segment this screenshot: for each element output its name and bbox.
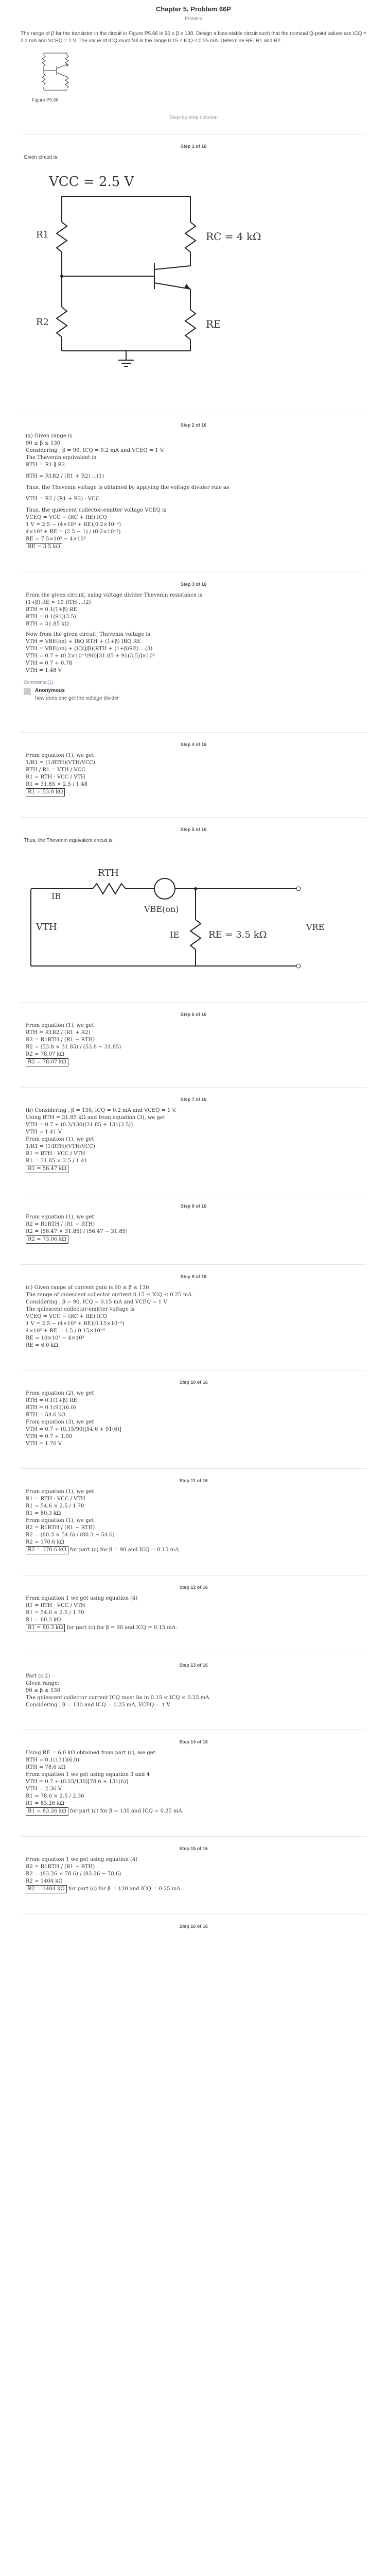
comments-toggle[interactable]: Comments (1)	[24, 680, 54, 685]
eq-line: RE = 7.5×10³ − 4×10³	[26, 536, 86, 542]
eq-line: 90 ≤ β ≤ 130	[26, 1688, 61, 1693]
eq-line: Thus, the Thevenin voltage is obtained by applying the voltage divider rule as	[26, 485, 230, 490]
eq-line: RTH / R1 = VTH / VCC	[26, 767, 85, 773]
result-note: for part (c) for β = 90 and ICQ = 0.15 mA.	[66, 1625, 178, 1631]
comment-text: how does one get the voltage divider	[35, 696, 119, 701]
eq-line: From equation (1), we get	[26, 1518, 94, 1523]
step-text: Given circuit is:	[24, 155, 59, 160]
eq-line: 1/R1 = (1/RTH)(VTH/VCC)	[26, 760, 95, 766]
boxed-result: R1 = 56.47 kΩ	[26, 1165, 68, 1173]
vth-label: VTH	[36, 922, 57, 933]
eq-line: VTH = 0.7 + (0.15/90)[54.6 + 91(6)]	[26, 1427, 121, 1432]
step-11	[21, 1468, 366, 1554]
step-content	[24, 1284, 366, 1349]
step-label: Step 13 of 16	[179, 1663, 208, 1668]
eq-line: The quiescent collector current ICQ must lie in 0.15 ≤ ICQ ≤ 0.25 mA.	[26, 1695, 211, 1701]
eq-line: 1/R1 = (1/RTH)(VTH/VCC)	[26, 1144, 95, 1149]
step-content	[24, 592, 366, 674]
eq-line: The Thevenin equivalent is	[26, 455, 96, 461]
eq-line: VCEQ = VCC − (RC + RE) ICQ	[26, 515, 107, 520]
eq-line: From equation (1), we get	[26, 1214, 94, 1220]
eq-line: R2 = R1RTH / (R1 − RTH)	[26, 1864, 95, 1870]
step-7	[21, 1087, 366, 1173]
eq-line: R1 = 31.85 × 2.5 / 1.41	[26, 1158, 87, 1164]
problem-figure	[36, 49, 77, 95]
vcc-label: VCC = 2.5 V	[49, 174, 134, 190]
eq-line: From equation (1), we get	[26, 753, 94, 758]
eq-line: From equation (1), we get	[26, 1489, 94, 1495]
eq-line: R2 = 78.07 kΩ	[26, 1052, 64, 1057]
re-value-label: RE = 3.5 kΩ	[208, 929, 267, 940]
eq-line: Considering , β = 130 and ICQ = 0.25 mA, VCEQ = 1 V.	[26, 1702, 171, 1708]
step-15	[21, 1836, 366, 1893]
re-label: RE	[206, 318, 221, 330]
eq-line: From equation (1), we get	[26, 1023, 94, 1028]
eq-line: 1 V = 2.5 − (4×10³ + RE)(0.2×10⁻³)	[26, 522, 121, 528]
step-label: Step 10 of 16	[179, 1380, 208, 1385]
eq-line: 4×10³ + RE = 1.5 / 0.15×10⁻³	[26, 1328, 105, 1334]
eq-line: (1+β) RE ≈ 10 RTH ...(2)	[26, 600, 91, 605]
eq-line: From the given circuit, using voltage divider Thevenin resistance is	[26, 592, 203, 598]
eq-line	[26, 1546, 366, 1554]
step-4	[21, 732, 366, 796]
eq-line: Thus, the quiescent collector-emitter voltage VCEQ is	[26, 507, 167, 513]
step-label: Step 7 of 16	[180, 1097, 207, 1102]
eq-line	[26, 543, 366, 551]
eq-line: VTH = 1.70 V	[26, 1441, 62, 1447]
step-label: Step 4 of 16	[180, 742, 207, 747]
eq-line: VTH = 0.7 + (0.2×10⁻³/90)[31.85 + 91(3.5)]×10³	[26, 653, 155, 659]
eq-line: RTH = R1 ∥ R2	[26, 462, 65, 468]
circuit-diagram	[21, 165, 309, 371]
eq-line: From equation (1), we get	[26, 1137, 94, 1142]
eq-line: 90 ≤ β ≤ 130	[26, 440, 61, 446]
eq-line: From equation 1 we get using equation 3 and 4	[26, 1772, 150, 1777]
step-9	[21, 1264, 366, 1349]
eq-line: From equation (2), we get	[26, 1391, 94, 1396]
eq-line: (b) Considering , β = 130, ICQ = 0.2 mA and VCEQ = 1 V.	[26, 1108, 177, 1113]
eq-line: Using RTH = 31.85 kΩ and from equation (3), we get	[26, 1115, 165, 1121]
step-content	[24, 1214, 366, 1244]
step-label: Step 14 of 16	[179, 1739, 208, 1744]
eq-line: R1 = 83.26 kΩ	[26, 1801, 64, 1806]
step-12	[21, 1575, 366, 1632]
boxed-result: R2 = 73.06 kΩ	[26, 1235, 68, 1244]
eq-line: RTH = 78.6 kΩ	[26, 1765, 66, 1770]
boxed-result: R1 = 80.3 kΩ	[26, 1624, 65, 1632]
eq-line: R1 = 78.6 × 2.5 / 2.36	[26, 1793, 84, 1799]
eq-line: R1 = 54.6 × 2.5 / 1.70	[26, 1503, 84, 1509]
eq-line: VTH = 0.7 + 0.78	[26, 660, 73, 666]
eq-line: RE = 10×10³ − 4×10³	[26, 1335, 84, 1341]
eq-line	[26, 1165, 366, 1173]
eq-line: R2 = (80.3 × 54.6) / (80.3 − 54.6)	[26, 1532, 115, 1538]
problem-text: The range of β for the transistor in the circuit in Figure P5.66 is 90 ≤ β ≤ 130. Design a bias-stable circuit such that the nominal Q-point values are ICQ = 0.2 mA and VCEQ = 1 V. The value of ICQ must fall in the range 0.15 ≤ ICQ ≤ 0.25 mA. Determine RE, R1 and R2.	[21, 31, 366, 44]
eq-line: The quiescent collector-emitter voltage is	[26, 1307, 135, 1312]
step-content	[24, 1107, 366, 1173]
eq-line: VTH = 2.36 V	[26, 1786, 62, 1792]
problem-statement	[21, 30, 366, 104]
eq-line: RTH = 54.6 kΩ	[26, 1412, 66, 1418]
eq-line: R2 = 1404 kΩ	[26, 1878, 63, 1884]
eq-line	[26, 788, 366, 796]
step-label: Step 16 of 16	[179, 1924, 208, 1929]
eq-line: R1 = 31.85 × 2.5 / 1.48	[26, 782, 87, 787]
figure-caption: Figure P5.66	[32, 97, 59, 103]
boxed-result: R2 = 78.07 kΩ	[26, 1058, 68, 1066]
eq-line	[26, 1624, 366, 1632]
boxed-result: R2 = 1404 kΩ	[26, 1885, 67, 1893]
ib-label: IB	[51, 891, 61, 901]
step-label: Step 1 of 16	[180, 144, 207, 149]
eq-line: R1 = RTH · VCC / VTH	[26, 1603, 85, 1608]
eq-line: (a) Given range is	[26, 433, 73, 439]
eq-line: R1 = 80.3 kΩ	[26, 1511, 61, 1516]
step-label: Step 11 of 16	[179, 1478, 208, 1483]
eq-line: R1 = 54.6 × 2.5 / 1.70	[26, 1610, 84, 1616]
eq-line	[26, 1885, 366, 1893]
rth-label: RTH	[98, 868, 119, 878]
step-content	[24, 1390, 366, 1448]
comment-author: Anonymous	[35, 688, 65, 693]
page-title: Chapter 5, Problem 66P	[156, 5, 231, 13]
eq-line: R2 = 170.6 kΩ	[26, 1539, 64, 1545]
comment	[24, 688, 366, 701]
eq-line: Using RE = 6.0 kΩ obtained from part (c), we get	[26, 1750, 155, 1756]
step-label: Step 5 of 16	[180, 827, 207, 832]
step-content	[24, 1673, 366, 1709]
eq-line: From equation (3), we get	[26, 1419, 94, 1425]
step-1	[21, 134, 366, 371]
eq-line: RTH = 0.1(91)(3.5)	[26, 614, 76, 620]
eq-line: The range of quiescent collector current 0.15 ≤ ICQ ≤ 0.25 mA.	[26, 1292, 194, 1298]
step-content	[24, 1488, 366, 1554]
eq-line: RTH = 0.1(131)(6.0)	[26, 1757, 79, 1763]
eq-line: VTH = VBE(on) + (ICQ/β)(RTH + (1+β)RE) ...(3)	[26, 646, 153, 652]
eq-line: R2 = R1RTH / (R1 − RTH)	[26, 1525, 95, 1531]
eq-line: From equation 1 we get using equation (4)	[26, 1857, 138, 1862]
eq-line: Now from the given circuit, Thevenin voltage is	[26, 632, 150, 637]
result-note: for part (c) for β = 130 and ICQ = 0.25 mA.	[68, 1886, 182, 1892]
thevenin-circuit	[21, 848, 329, 981]
r1-label: R1	[36, 229, 49, 240]
step-6	[21, 1002, 366, 1066]
eq-line: VTH = VBE(on) + IBQ RTH + (1+β) IBQ RE	[26, 639, 141, 645]
eq-line: R2 = (53.8 × 31.85) / (53.8 − 31.85)	[26, 1044, 121, 1050]
eq-line: VTH = 0.7 + 1.00	[26, 1434, 73, 1439]
step-content	[24, 1856, 366, 1893]
eq-line: VTH = 0.7 + (0.25/130)[78.6 + 131(6)]	[26, 1779, 128, 1785]
eq-line: R1 = RTH · VCC / VTH	[26, 1496, 85, 1502]
eq-line: RE = 6.0 kΩ	[26, 1343, 58, 1348]
eq-line: R1 = 80.3 kΩ	[26, 1617, 61, 1623]
eq-line: Given range:	[26, 1681, 60, 1686]
step-content	[24, 1595, 366, 1632]
step-text: Thus, the Thevenin equivalent circuit is	[24, 838, 113, 843]
vre-label: VRE	[306, 922, 325, 932]
vbe-label: VBE(on)	[144, 904, 179, 914]
step-by-step-link[interactable]: Step-by-step solution	[169, 115, 218, 121]
eq-line: VCEQ = VCC − (RC + RE) ICQ	[26, 1314, 107, 1319]
eq-line	[26, 1807, 366, 1816]
eq-line: RTH = 0.1(1+β) RE	[26, 1398, 77, 1403]
eq-line: R1 = RTH · VCC / VTH	[26, 1151, 85, 1157]
boxed-result: R1 = 53.8 kΩ	[26, 788, 65, 796]
boxed-result: R2 = 170.6 kΩ	[26, 1546, 68, 1554]
eq-line: (c) Given range of current gain is 90 ≤ β ≤ 130.	[26, 1285, 151, 1291]
eq-line: R2 = (56.47 × 31.85) / (56.47 − 31.85)	[26, 1229, 128, 1234]
eq-line: R2 = R1RTH / (R1 − RTH)	[26, 1222, 95, 1227]
eq-line: R2 = R1RTH / (R1 − RTH)	[26, 1037, 95, 1043]
step-2	[21, 413, 366, 551]
eq-line: Considering , β = 90, ICQ = 0.15 mA and VCEQ = 1 V.	[26, 1299, 168, 1305]
step-10	[21, 1370, 366, 1448]
eq-line: Considering , β = 90, ICQ = 0.2 mA and VCEQ = 1 V.	[26, 448, 165, 453]
eq-line: VTH = 0.7 + (0.2/130)[31.85 + 131(3.5)]	[26, 1122, 133, 1128]
page-header	[0, 0, 387, 21]
step-label: Step 3 of 16	[180, 582, 207, 587]
eq-line: VTH = R2 / (R1 + R2) · VCC	[26, 496, 100, 502]
result-note: for part (c) for β = 90 and ICQ = 0.15 mA.	[69, 1547, 181, 1553]
step-label: Step 15 of 16	[179, 1846, 208, 1851]
eq-line: RTH = 31.85 kΩ	[26, 621, 69, 627]
eq-line: RTH = 0.1(1+β) RE	[26, 607, 77, 613]
step-label: Step 8 of 16	[180, 1204, 207, 1209]
step-16	[21, 1914, 366, 1929]
step-3	[21, 572, 366, 701]
eq-line: Part (c.2)	[26, 1673, 50, 1679]
eq-line: RTH = R1R2 / (R1 + R2) ...(1)	[26, 473, 104, 479]
eq-line: R2 = (83.26 × 78.6) / (83.26 − 78.6)	[26, 1871, 121, 1877]
step-14	[21, 1730, 366, 1816]
r2-label: R2	[36, 317, 49, 328]
eq-line: VTH = 1.41 V	[26, 1129, 62, 1135]
result-note: for part (c) for β = 130 and ICQ = 0.25 mA.	[69, 1808, 184, 1814]
rc-label: RC = 4 kΩ	[206, 230, 261, 243]
step-label: Step 6 of 16	[180, 1012, 207, 1017]
eq-line: 1 V = 2.5 − (4×10³ + RE)(0.15×10⁻³)	[26, 1321, 125, 1327]
eq-line: VTH = 1.48 V	[26, 668, 62, 673]
step-content	[24, 433, 366, 551]
step-5	[21, 817, 366, 981]
step-8	[21, 1194, 366, 1244]
step-content	[24, 1022, 366, 1066]
eq-line: 4×10³ + RE = (2.5 − 1) / (0.2×10⁻³)	[26, 529, 121, 535]
step-label: Step 2 of 16	[180, 422, 207, 428]
ie-label: IE	[170, 930, 179, 940]
step-content	[24, 752, 366, 796]
eq-line: From equation 1 we get using equation (4)	[26, 1596, 138, 1601]
eq-line: R1 = RTH · VCC / VTH	[26, 774, 85, 780]
eq-line	[26, 1235, 366, 1244]
step-label: Step 9 of 16	[180, 1274, 207, 1279]
avatar	[24, 688, 31, 695]
eq-line: RTH = R1R2 / (R1 + R2)	[26, 1030, 91, 1036]
boxed-result: R1 = 83.26 kΩ	[26, 1807, 68, 1816]
step-label: Step 12 of 16	[179, 1585, 208, 1590]
step-content	[24, 1750, 366, 1816]
eq-line	[26, 1058, 366, 1066]
problem-heading: Problem	[185, 16, 202, 21]
step-13	[21, 1653, 366, 1709]
boxed-result: RE = 3.5 kΩ	[26, 543, 62, 551]
eq-line: RTH = 0.1(91)(6.0)	[26, 1405, 76, 1411]
